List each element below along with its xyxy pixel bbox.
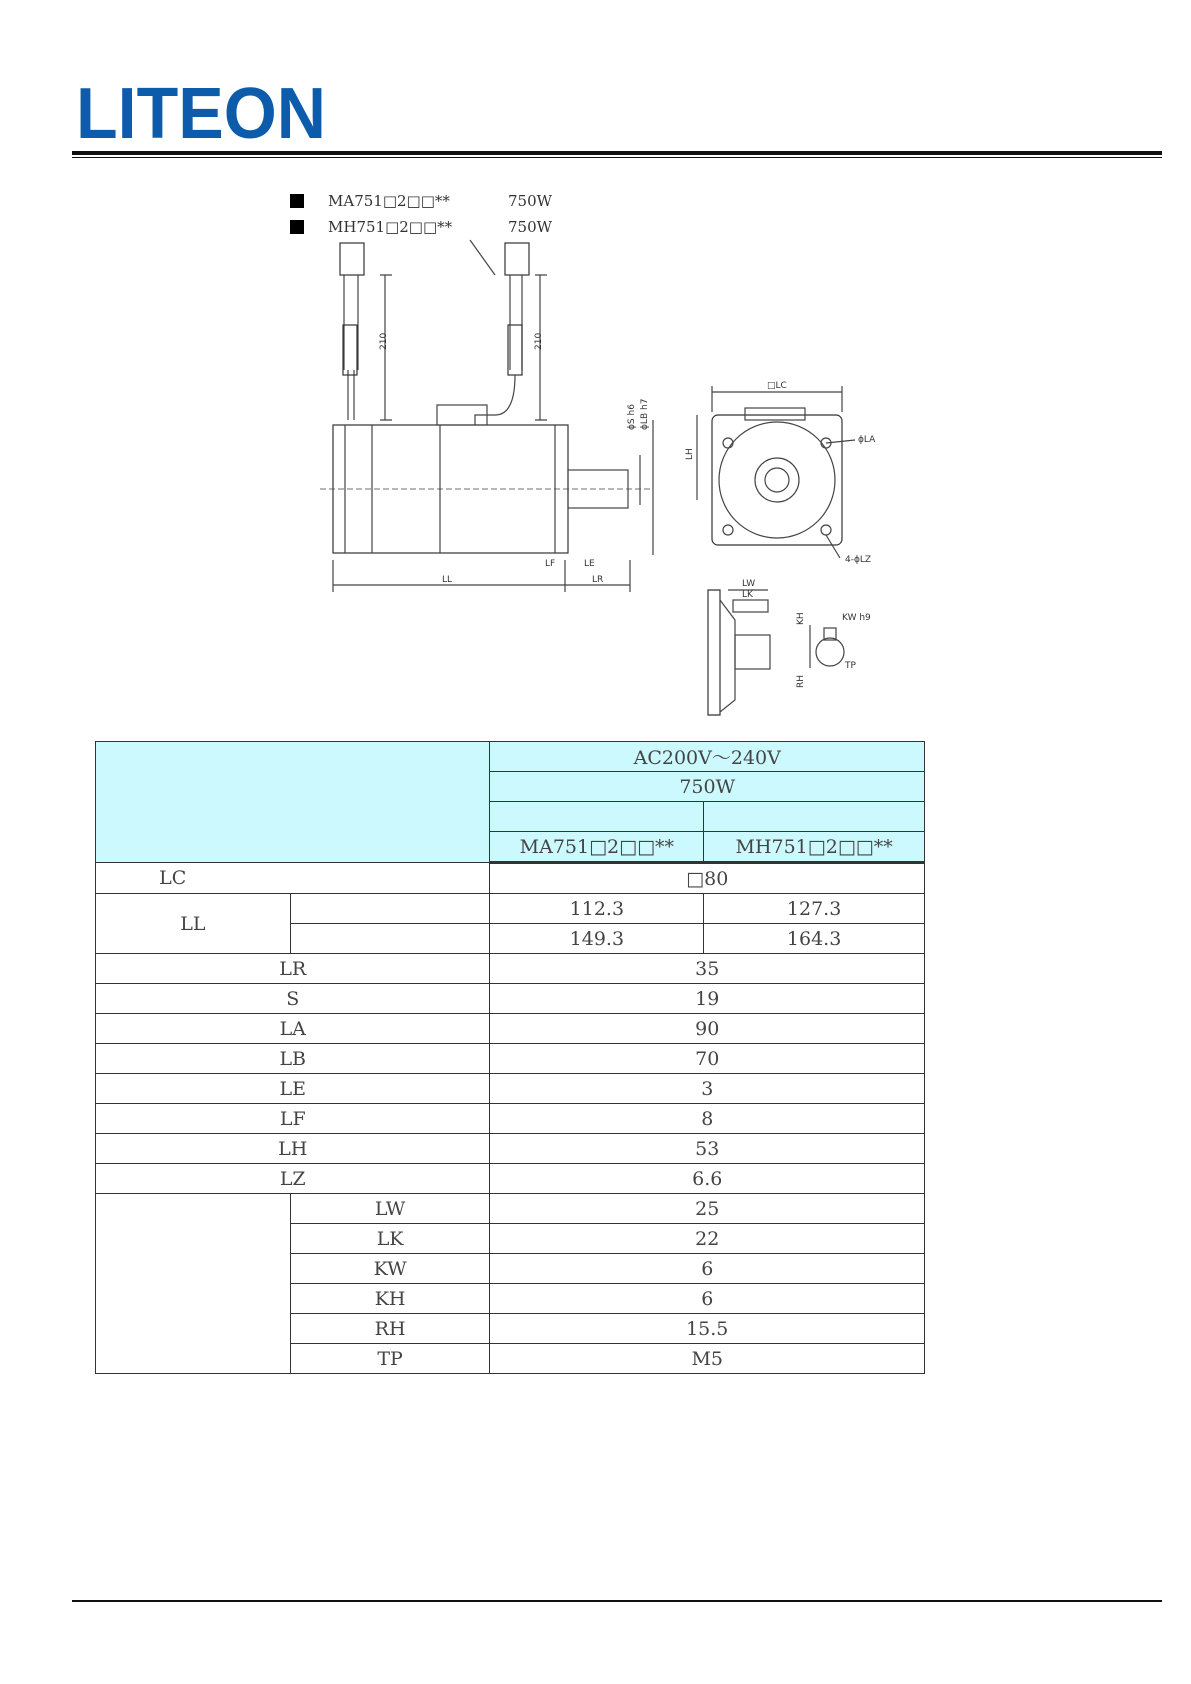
row-value: 112.3 (490, 894, 704, 924)
ll-label: LL (442, 575, 453, 585)
lw-label: LW (742, 579, 756, 589)
row-value: 3 (490, 1074, 925, 1104)
row-value: 25 (490, 1194, 925, 1224)
table-row (96, 1164, 925, 1194)
table-row (96, 954, 925, 984)
lz-label: 4-ϕLZ (845, 555, 872, 565)
row-value: 149.3 (490, 924, 704, 954)
row-label: TP (290, 1344, 490, 1374)
row-label: LE (96, 1074, 490, 1104)
key-group-blank-cell (96, 1194, 291, 1374)
row-label: LF (96, 1104, 490, 1134)
row-value: M5 (490, 1344, 925, 1374)
rh-label: RH (796, 674, 806, 688)
table-row (96, 863, 925, 894)
lb-label: ϕLB h7 (640, 398, 650, 430)
model-b-header: MH751□2□□** (704, 832, 925, 863)
cable-length-label: 210 (534, 332, 544, 350)
table-row (96, 894, 925, 924)
la-label: ϕLA (858, 435, 876, 445)
header-blank-cell (704, 802, 925, 832)
row-value: 90 (490, 1014, 925, 1044)
row-label: LC (96, 863, 490, 894)
row-value: 35 (490, 954, 925, 984)
row-label: KH (290, 1284, 490, 1314)
row-value: 22 (490, 1224, 925, 1254)
row-label: LL (96, 894, 291, 954)
s-label: ϕS h6 (627, 404, 637, 430)
row-value: 19 (490, 984, 925, 1014)
row-value: 15.5 (490, 1314, 925, 1344)
row-value: 53 (490, 1134, 925, 1164)
row-label: LW (290, 1194, 490, 1224)
power-header: 750W (490, 772, 925, 802)
row-value: 6 (490, 1254, 925, 1284)
encoder-cable-icon (470, 240, 529, 425)
sub-label-cell (290, 924, 490, 954)
table-row (96, 742, 925, 772)
model-power: 750W (508, 218, 553, 236)
voltage-header: AC200V～240V (490, 742, 925, 772)
dimension-table (95, 741, 925, 1374)
header-blank-cell (96, 742, 490, 863)
model-a-header: MA751□2□□** (490, 832, 704, 863)
table-row (96, 1134, 925, 1164)
lf-label: LF (545, 559, 556, 569)
svg-text:LITEON: LITEON (76, 82, 326, 142)
model-power: 750W (508, 192, 553, 210)
power-cable-icon (340, 243, 364, 420)
row-label: S (96, 984, 490, 1014)
row-label: LR (96, 954, 490, 984)
lr-label: LR (592, 575, 604, 585)
sub-label-cell (290, 894, 490, 924)
kh-label: KH (796, 612, 806, 625)
row-label: LA (96, 1014, 490, 1044)
row-label: RH (290, 1314, 490, 1344)
table-row (96, 1104, 925, 1134)
row-value: 127.3 (704, 894, 925, 924)
cable-length-label: 210 (379, 332, 389, 350)
row-label: LH (96, 1134, 490, 1164)
table-row (96, 1014, 925, 1044)
kw-label: KW h9 (842, 613, 871, 623)
table-row (96, 1074, 925, 1104)
row-value: □80 (490, 863, 925, 894)
table-row (96, 1044, 925, 1074)
motor-front-view (712, 408, 842, 545)
table-row (96, 984, 925, 1014)
row-label: KW (290, 1254, 490, 1284)
row-label: LB (96, 1044, 490, 1074)
motor-dimension-drawing (280, 180, 920, 720)
row-value: 70 (490, 1044, 925, 1074)
row-value: 164.3 (704, 924, 925, 954)
row-value: 6.6 (490, 1164, 925, 1194)
row-value: 8 (490, 1104, 925, 1134)
model-name: MA751□2□□** (328, 192, 450, 210)
lh-label: LH (685, 448, 695, 460)
row-label: LK (290, 1224, 490, 1254)
table-row (96, 1194, 925, 1224)
footer-rule (72, 1600, 1162, 1602)
lc-label: □LC (767, 381, 787, 391)
row-label: LZ (96, 1164, 490, 1194)
row-value: 6 (490, 1284, 925, 1314)
header-blank-cell (490, 802, 704, 832)
model-name: MH751□2□□** (328, 218, 453, 236)
header-rule (72, 151, 1162, 158)
lk-label: LK (742, 590, 753, 600)
motor-body-side-view (320, 405, 650, 553)
shaft-key-detail (708, 579, 871, 715)
liteon-logo (76, 82, 326, 142)
le-label: LE (584, 559, 595, 569)
tp-label: TP (845, 661, 856, 671)
